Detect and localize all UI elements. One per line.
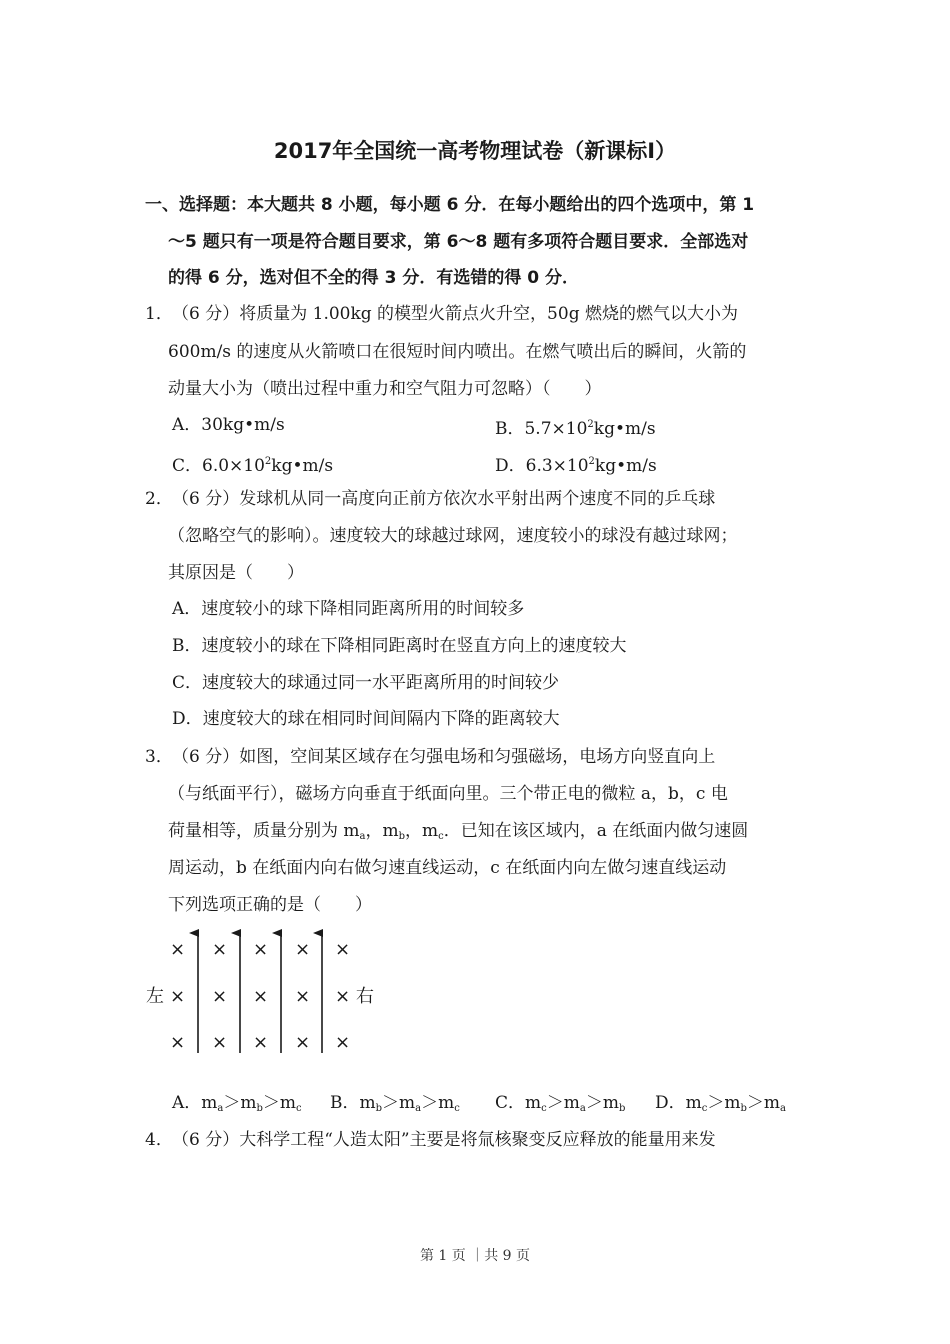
cross-mark: × (212, 939, 228, 960)
question-1-line-2: 600m/s 的速度从火箭喷口在很短时间内喷出。在燃气喷出后的瞬间，火箭的 (168, 342, 747, 362)
page-title: 2017年全国统一高考物理试卷（新课标Ⅰ） (273, 139, 677, 163)
question-2-option-d: D．速度较大的球在相同时间间隔内下降的距离较大 (172, 709, 560, 729)
cross-mark: × (295, 986, 311, 1007)
page-footer: 第 1 页 ｜共 9 页 (419, 1248, 531, 1264)
question-3-number: 3． (145, 747, 173, 767)
cross-mark: × (170, 986, 186, 1007)
question-1-option-b: B．$5.7\times 10^2kg•m/s$ (495, 419, 656, 439)
cross-mark: × (295, 1032, 311, 1053)
question-1-option-c: C．$6.0\times 10^2kg•m/s$ (172, 456, 334, 476)
cross-mark: × (170, 939, 186, 960)
question-1-number: 1． (145, 304, 173, 324)
question-4-number: 4． (145, 1130, 173, 1150)
cross-mark: × (170, 1032, 186, 1053)
question-2-number: 2． (145, 489, 173, 509)
question-2-line-3: 其原因是（ ） (168, 563, 304, 583)
cross-mark: × (335, 986, 351, 1007)
cross-mark: × (212, 1032, 228, 1053)
section-heading-line-3: 的得 6 分，选对但不全的得 3 分．有选错的得 0 分． (168, 268, 579, 288)
question-3-option-b: B．$m_b>m_a>m_c$ (330, 1093, 460, 1114)
question-2-option-a: A．速度较小的球下降相同距离所用的时间较多 (172, 599, 525, 619)
question-1-line-3: 动量大小为（喷出过程中重力和空气阻力可忽略）（ ） (168, 379, 602, 399)
question-2-option-b: B．速度较小的球在下降相同距离时在竖直方向上的速度较大 (172, 636, 627, 656)
question-3-line-4: 周运动，b 在纸面内向右做匀速直线运动，c 在纸面内向左做匀速直线运动 (168, 858, 727, 878)
question-3-line-2: （与纸面平行），磁场方向垂直于纸面向里。三个带正电的微粒 a，b，c 电 (168, 784, 728, 804)
field-diagram (140, 925, 400, 1060)
question-1-option-a: A．30kg•m/s (172, 415, 285, 435)
cross-mark: × (295, 939, 311, 960)
cross-mark: × (335, 1032, 351, 1053)
question-1-option-d: D．$6.3\times 10^2kg•m/s$ (495, 456, 657, 476)
question-2-line-2: （忽略空气的影响）。速度较大的球越过球网，速度较小的球没有越过球网； (168, 526, 738, 546)
question-3-option-a: A．$m_a>m_b>m_c$ (172, 1093, 302, 1114)
section-heading-line-2: ～5 题只有一项是符合题目要求，第 6～8 题有多项符合题目要求．全部选对 (168, 232, 749, 252)
label-left: 左 (146, 986, 164, 1007)
cross-mark: × (253, 1032, 269, 1053)
cross-mark: × (212, 986, 228, 1007)
question-2-line-1: （6 分）发球机从同一高度向正前方依次水平射出两个速度不同的乒乓球 (172, 489, 716, 509)
label-right: 右 (356, 986, 374, 1007)
question-3-line-5: 下列选项正确的是（ ） (168, 895, 372, 915)
question-3-line-3: 荷量相等，质量分别为 $m_a$，$m_b$，$m_c$．已知在该区域内，a 在纸面内做匀速圆 (168, 821, 749, 842)
question-4-line-1: （6 分）大科学工程“人造太阳”主要是将氚核聚变反应释放的能量用来发 (172, 1130, 716, 1150)
question-3-option-d: D．$m_c>m_b>m_a$ (655, 1093, 786, 1114)
cross-mark: × (335, 939, 351, 960)
question-3-line-1: （6 分）如图，空间某区域存在匀强电场和匀强磁场，电场方向竖直向上 (172, 747, 716, 767)
cross-mark: × (253, 986, 269, 1007)
question-1-line-1: （6 分）将质量为 1.00kg 的模型火箭点火升空，50g 燃烧的燃气以大小为 (172, 304, 738, 324)
section-heading-line-1: 一、选择题：本大题共 8 小题，每小题 6 分．在每小题给出的四个选项中，第 1 (145, 195, 755, 215)
question-2-option-c: C．速度较大的球通过同一水平距离所用的时间较少 (172, 673, 560, 693)
cross-mark: × (253, 939, 269, 960)
question-3-option-c: C．$m_c>m_a>m_b$ (495, 1093, 626, 1114)
